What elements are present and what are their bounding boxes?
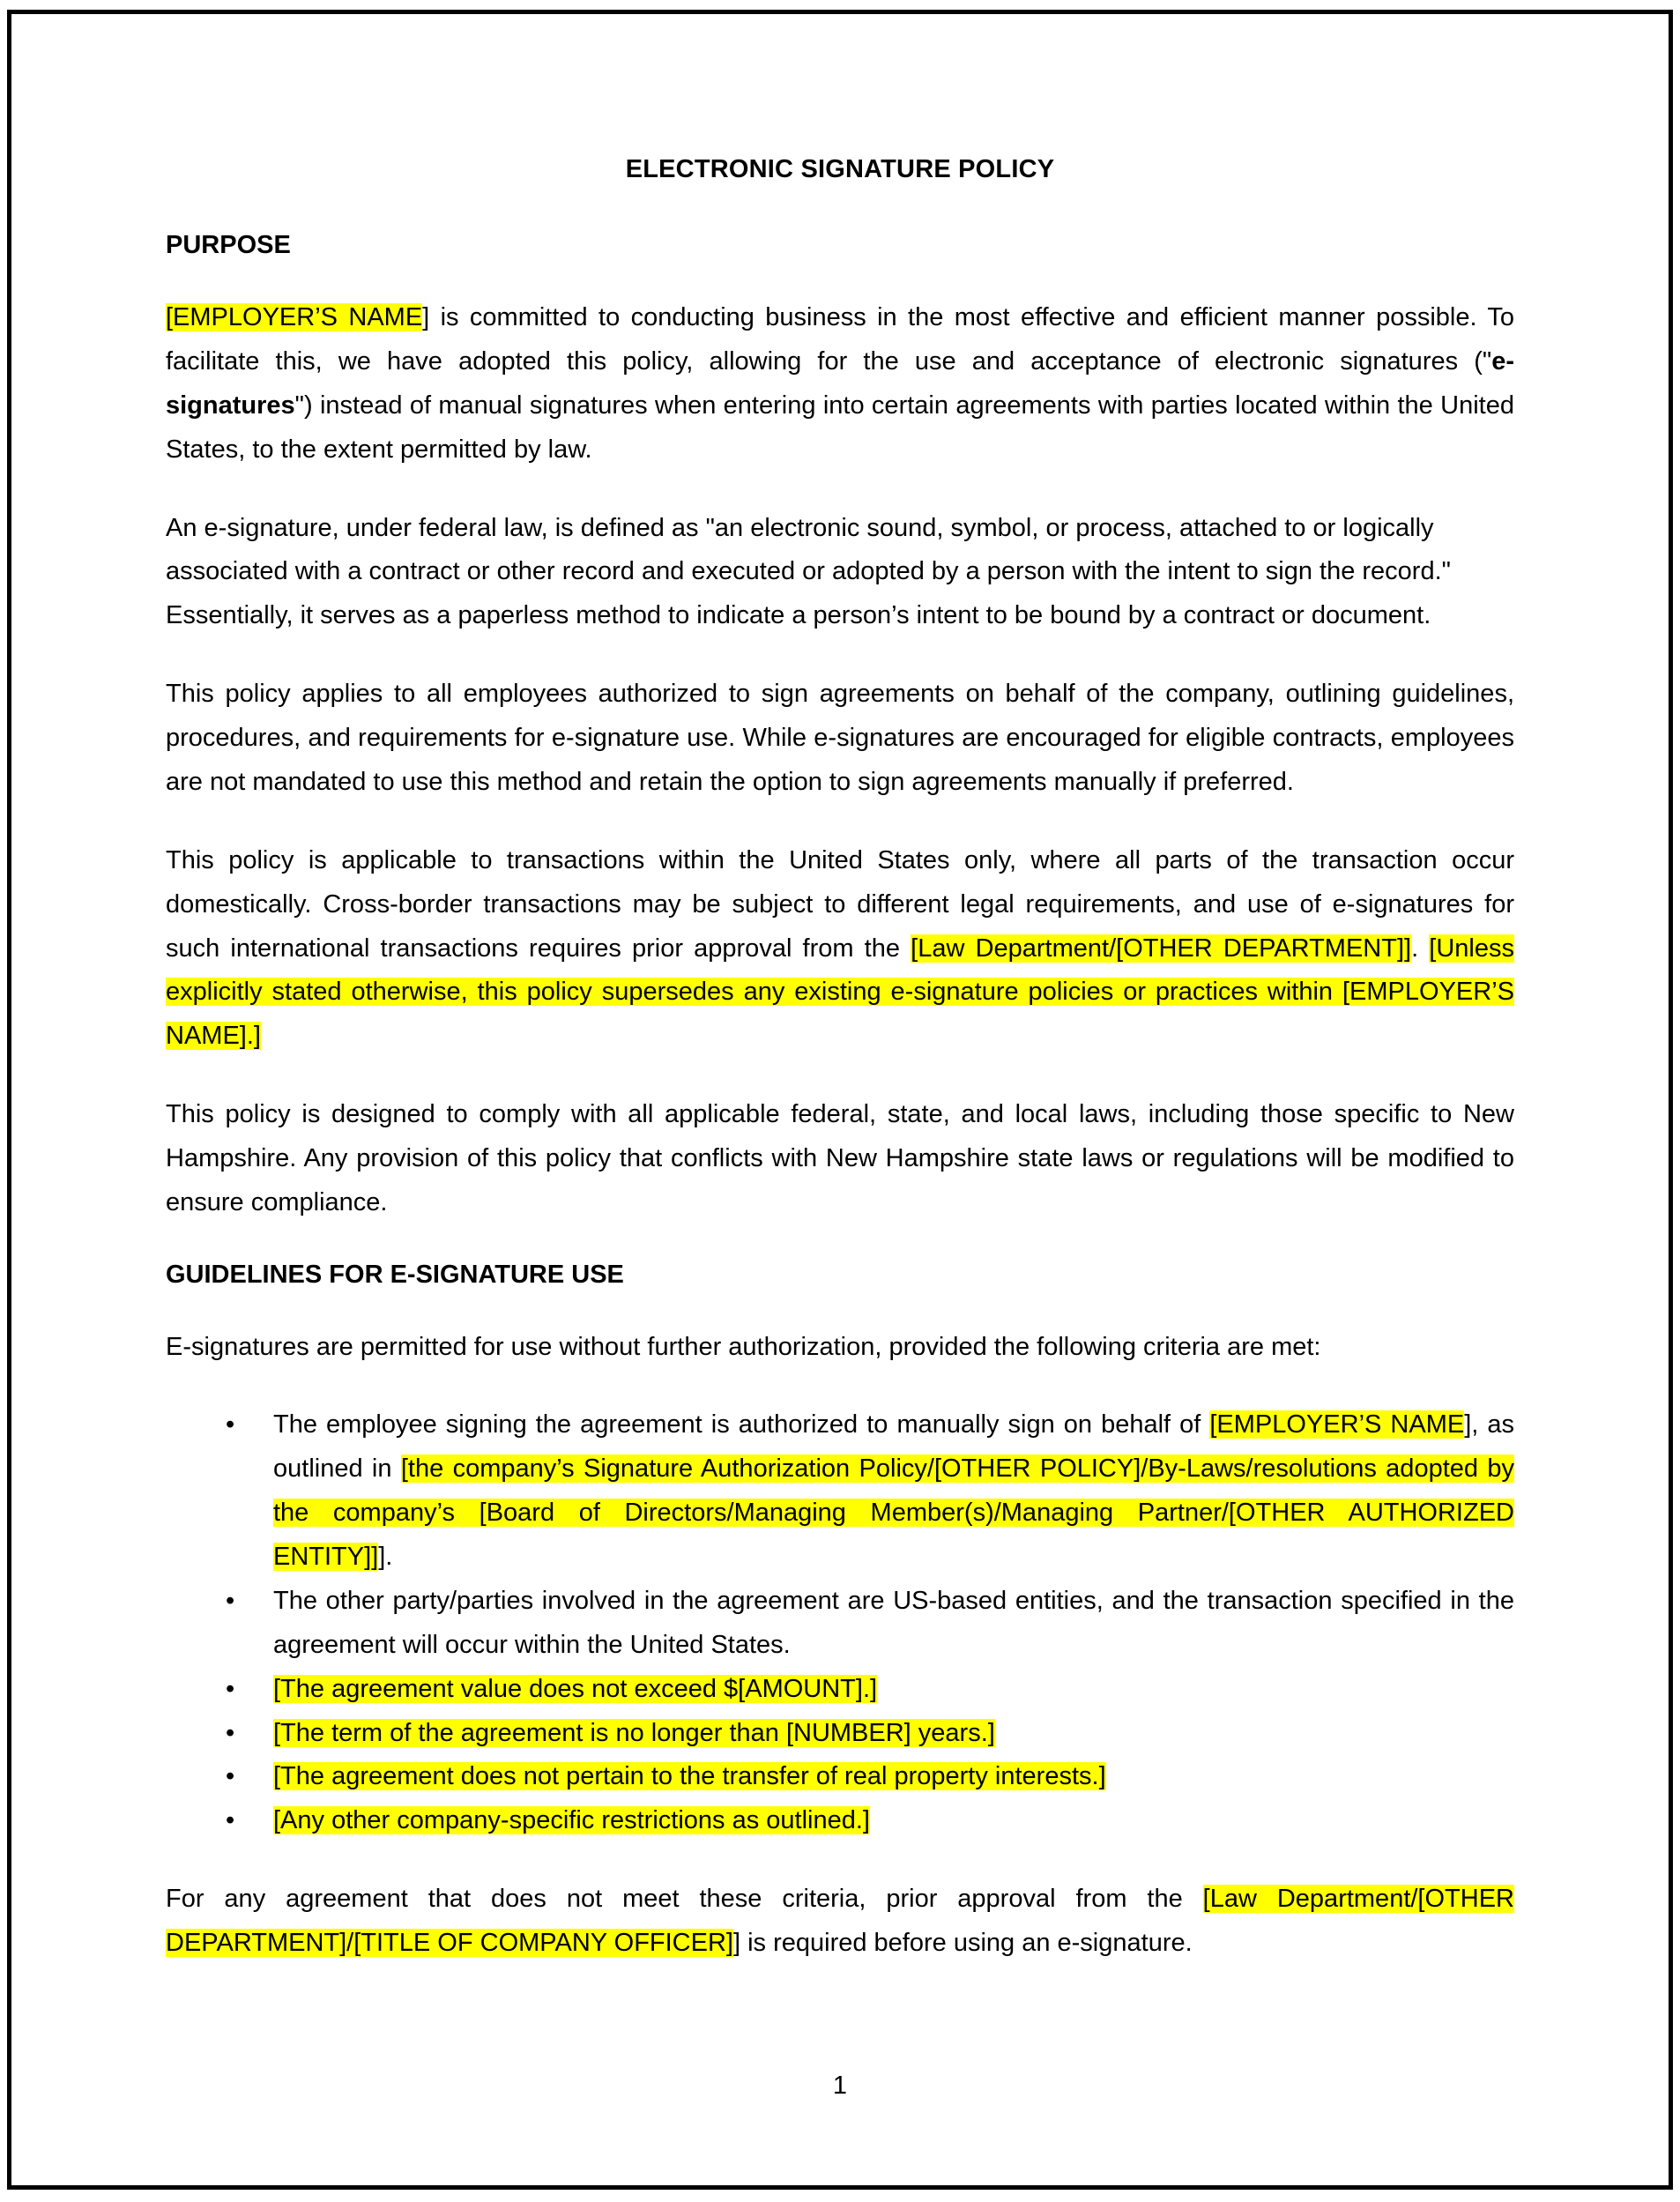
section-heading-guidelines: GUIDELINES FOR E-SIGNATURE USE (166, 1260, 624, 1289)
highlight-supersedes-clause: [Unless explicitly stated otherwise, this policy supersedes any existing e-signature policies or practices within [EMPLOYER’S NAME].] (166, 934, 1514, 1051)
list-item-text-a: The other party/parties involved in the agreement are US-based entities, and the transaction specified in the agreement will occur within the United States. (273, 1586, 1514, 1659)
paragraph-purpose-1 (166, 296, 1514, 472)
document-content (166, 154, 1514, 1966)
list-item (166, 1580, 1514, 1668)
paragraph-purpose-4 (166, 839, 1514, 1059)
list-item (166, 1799, 1514, 1843)
paragraph-guidelines-intro: E-signatures are permitted for use without further authorization, provided the following criteria are met: (166, 1332, 1321, 1361)
criteria-list (166, 1403, 1514, 1843)
highlight-employer-name: [EMPLOYER’S NAME (1209, 1410, 1465, 1439)
paragraph-guidelines-closing-text-b: ] is required before using an e-signature. (732, 1929, 1193, 1958)
bullet-icon: • (226, 1410, 235, 1439)
list-item (166, 1403, 1514, 1580)
highlight-signature-authorization-policy: [the company’s Signature Authorization Policy/[OTHER POLICY]/By-Laws/resolutions adopted by the company’s [Board of Directors/Managing Member(s)/Managing Partner/[OTHER AUTHORIZED ENTITY]] (273, 1454, 1514, 1572)
list-item-text-b: ], as outlined in (273, 1410, 1514, 1484)
list-item (166, 1668, 1514, 1712)
paragraph-guidelines-closing-text-a: For any agreement that does not meet these criteria, prior approval from the (166, 1885, 1203, 1914)
highlight-law-department-officer: [Law Department/[OTHER DEPARTMENT]/[TITLE OF COMPANY OFFICER] (166, 1885, 1514, 1958)
page-title: ELECTRONIC SIGNATURE POLICY (625, 155, 1055, 183)
highlight-real-property: [The agreement does not pertain to the transfer of real property interests.] (273, 1762, 1106, 1791)
bullet-icon: • (226, 1762, 235, 1791)
paragraph-guidelines-closing (166, 1878, 1514, 1966)
paragraph-purpose-1-text-b: ") instead of manual signatures when entering into certain agreements with parties located within the United States, to the extent permitted by law. (166, 391, 1514, 464)
list-item (166, 1712, 1514, 1756)
page-number: 1 (832, 2072, 848, 2100)
list-item-text-a: The employee signing the agreement is authorized to manually sign on behalf of (273, 1410, 1210, 1439)
highlight-agreement-value: [The agreement value does not exceed $[AMOUNT].] (273, 1674, 878, 1703)
bullet-icon: • (226, 1674, 235, 1703)
paragraph-purpose-2: An e-signature, under federal law, is defined as "an electronic sound, symbol, or process, attached to or logically associated with a contract or other record and executed or adopted by a person with the intent to sign the record." Essentially, it serves as a paperless method to indicate a person’s intent to be bound by a contract or document. (166, 513, 1451, 630)
highlight-other-restrictions: [Any other company-specific restrictions as outlined.] (273, 1806, 870, 1835)
paragraph-purpose-4-text-a: This policy is applicable to transactions within the United States only, where all parts of the transaction occur domestically. Cross-border transactions may be subject to different legal requirements, and use of e-signatures for such international transactions requires prior approval from the (166, 845, 1514, 963)
bold-term-esignatures: e-signatures (166, 346, 1514, 420)
paragraph-purpose-4-text-b: . (1411, 934, 1430, 963)
bullet-icon: • (226, 1806, 235, 1835)
highlight-employer-name: [EMPLOYER’S NAME (166, 303, 423, 332)
bullet-icon: • (226, 1586, 235, 1615)
list-item (166, 1755, 1514, 1799)
paragraph-purpose-3: This policy applies to all employees authorized to sign agreements on behalf of the company, outlining guidelines, procedures, and requirements for e-signature use. While e-signatures are encouraged for eligible contracts, employees are not mandated to use this method and retain the option to sign agreements manually if preferred. (166, 680, 1514, 796)
section-heading-purpose: PURPOSE (166, 231, 291, 260)
bullet-icon: • (226, 1718, 235, 1747)
paragraph-purpose-5: This policy is designed to comply with all applicable federal, state, and local laws, including those specific to New Hampshire. Any provision of this policy that conflicts with New Hampshire state laws or regulations will be modified to ensure compliance. (166, 1100, 1514, 1216)
list-item-text-c: ]. (378, 1543, 393, 1572)
highlight-law-department: [Law Department/[OTHER DEPARTMENT]] (911, 934, 1412, 963)
paragraph-purpose-1-text-a: ] is committed to conducting business in the most effective and efficient manner possible. To facilitate this, we have adopted this policy, allowing for the use and acceptance of electronic signatures (" (166, 303, 1515, 376)
highlight-agreement-term: [The term of the agreement is no longer than [NUMBER] years.] (273, 1718, 995, 1747)
